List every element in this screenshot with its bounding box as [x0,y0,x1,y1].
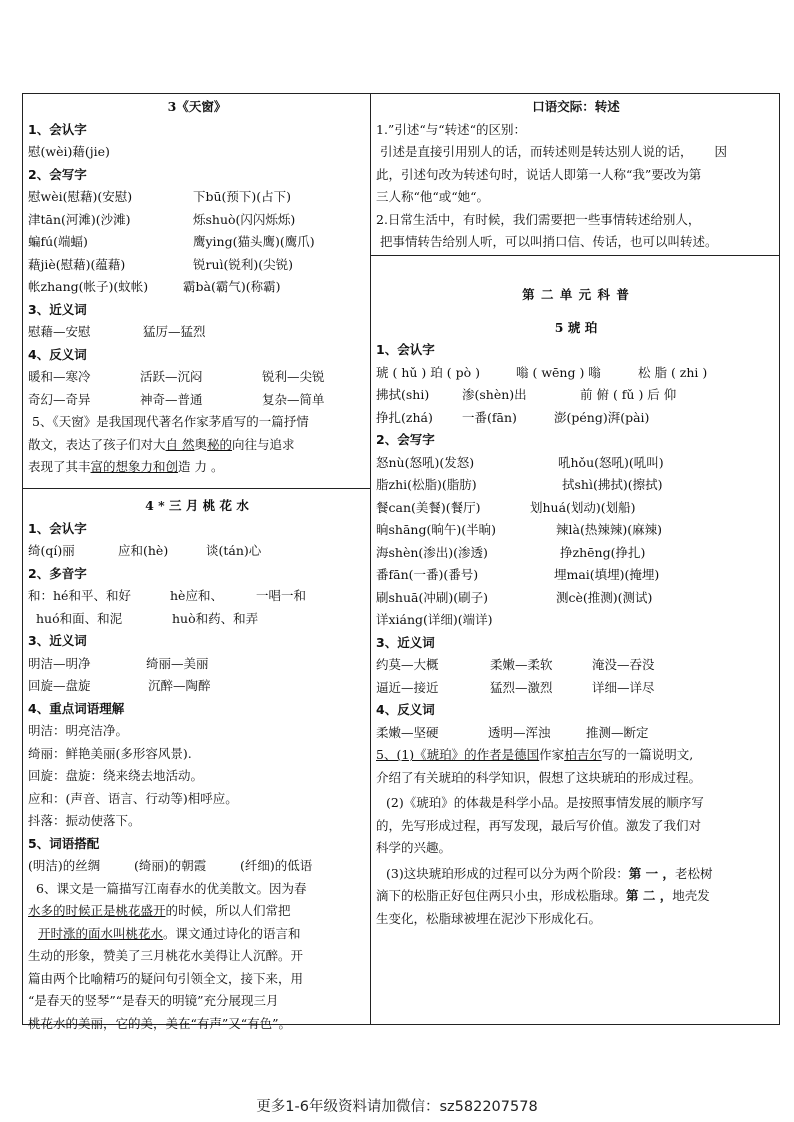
lesson4-paragraph-line: 6、课文是一篇描写江南春水的优美散文。因为春 [36,880,307,896]
lesson3-h2: 2、会写字 [28,166,87,182]
lesson4-h1: 1、会认字 [28,520,87,536]
unit-title: 第 二 单 元 科 普 [522,287,630,302]
footer-contact: 更多1-6年级资料请加微信：sz582207578 [256,1099,538,1115]
list-item: 慰wèi(慰藉)(安慰) 下bū(预下)(占下) [28,189,292,204]
lesson3-section [28,96,366,479]
lesson3-h1: 1、会认字 [28,121,87,137]
oral-line: 引述是直接引用别人的话，而转述则是转达别人说的话， 因 [380,144,728,159]
lesson4-paragraph-line: 生动的形象，赞美了三月桃花水美得让人沉醉。开 [28,948,304,963]
list-item: 回旋：盘旋：绕来绕去地活动。 [28,768,204,783]
oral-line: 1.”引述“与“转述“的区别： [376,121,526,137]
lesson4-synonyms-row: 回旋—盘旋 沉醉—陶醉 [28,678,211,693]
lesson5-h2: 2、会写字 [376,432,435,447]
lesson4-paragraph-line: 开时涨的面水叫桃花水。课文通过诗化的语言和 [38,925,301,941]
lesson5-section [376,284,776,930]
lesson5-paragraph-line: (3)这块琥珀形成的过程可以分为两个阶段：第 一 ，老松树 [386,865,713,881]
lesson5-paragraph-line: (2)《琥珀》的体裁是科学小品。是按照事情发展的顺序写 [386,795,704,810]
lesson3-h3: 3、近义词 [28,301,87,317]
lesson4-recognize: 绮(qí)丽 应和(hè) 谈(tán)心 [28,543,262,558]
lesson3-paragraph-line: 表现了其丰富的想象力和创造 力 。 [28,459,224,474]
left-row-divider [23,488,370,489]
lesson5-paragraph-line: 科学的兴趣。 [376,840,452,855]
list-item: 怒nù(怒吼)(发怒) 吼hǒu(怒吼)(吼叫) [376,454,664,470]
lesson5-paragraph-line: 滴下的松脂正好包住两只小虫，形成松脂球。第 二 ，地壳发 [376,888,710,903]
lesson4-collocation: (明洁)的丝绸 (绮丽)的朝霞 (纤细)的低语 [28,858,313,873]
lesson5-title: 5 琥 珀 [554,319,598,335]
lesson4-h2: 2、多音字 [28,565,87,581]
list-item: 应和：(声音、语言、行动等)相呼应。 [28,790,238,806]
lesson3-paragraph-line: 5、《天窗》是我国现代著名作家茅盾写的一篇抒情 [32,414,309,429]
oral-line: 把事情转告给别人听，可以叫捎口信、传话，也可以叫转述。 [380,234,718,249]
list-item: 津tān(河滩)(沙滩) 烁shuò(闪闪烁烁) [28,211,296,227]
worksheet-table [22,93,780,1031]
lesson5-paragraph-line: 生变化，松脂球被埋在泥沙下形成化石。 [376,910,602,926]
oral-line: 三人称“他“或“她“。 [376,189,490,204]
oral-section [376,96,776,254]
lesson4-h5: 5、词语搭配 [28,835,100,851]
list-item: 抖落：振动使落下。 [28,813,141,828]
column-divider [370,94,371,1024]
list-item: 蝙fú(端蝠) 鹰ying(猫头鹰)(鹰爪) [28,234,315,249]
lesson4-h3: 3、近义词 [28,633,87,648]
list-item: 明洁：明亮洁净。 [28,723,129,738]
lesson3-paragraph-line: 散文，表达了孩子们对大自 然奥秘的向往与追求 [28,436,295,452]
lesson5-synonyms-row: 逼近—接近 猛烈—激烈 详细—详尽 [376,679,655,695]
lesson4-poly-row: huó和面、和泥 huò和药、和弄 [36,610,259,626]
oral-line: 2.日常生活中，有时候，我们需要把一些事情转述给别人， [376,211,701,227]
list-item: 脂zhi(松脂)(脂肪) 拭shì(拂拭)(擦拭) [376,477,663,492]
lesson4-synonyms-row: 明洁—明净 绮丽—美丽 [28,655,209,671]
lesson3-title: 3《天窗》 [167,99,227,114]
lesson4-paragraph-line: 桃花水的美丽，它的美，美在“有声”又“有色”。 [28,1015,292,1031]
lesson4-paragraph-line: “是春天的竖琴”“是春天的明镜”充分展现三月 [28,993,279,1008]
lesson5-recognize-row: 挣扎(zhá) 一番(fān) 澎(péng)湃(pài) [376,409,650,425]
lesson3-h4: 4、反义词 [28,346,87,362]
list-item: 详xiáng(详细)(端详) [376,612,493,627]
lesson4-title: 4 * 三 月 桃 花 水 [145,498,249,513]
lesson4-poly-row: 和：hé和平、和好 hè应和、 一唱一和 [28,588,307,603]
list-item: 藉jiè(慰藉)(蕴藉) 锐ruì(锐利)(尖锐) [28,256,294,272]
lesson3-write-list [28,186,366,299]
list-item: 海shèn(渗出)(渗透) 挣zhēng(挣扎) [376,544,646,560]
lesson3-synonyms: 慰藉—安慰 猛厉—猛烈 [28,324,206,339]
list-item: 餐can(美餐)(餐厅) 划huá(划动)(划船) [376,499,636,515]
lesson5-recognize-row: 琥 ( hǔ ) 珀 ( pò ) 嗡 ( wēng ) 嗡 松 脂 ( zhi ) [376,364,708,380]
right-row-divider [371,255,779,256]
lesson5-paragraph-line: 的，先写形成过程，再写发现，最后写价值。激发了我们对 [376,817,702,833]
lesson4-section [28,495,366,1035]
lesson3-antonyms-row: 奇幻—奇异 神奇—普通 复杂—简单 [28,391,325,407]
list-item: 晌shāng(晌午)(半晌) 辣là(热辣辣)(麻辣) [376,522,662,537]
oral-line: 此，引述句改为转述句时，说话人即第一人称“我”要改为第 [376,166,702,182]
lesson5-recognize-row: 拂拭(shi) 渗(shèn)出 前 俯 ( fǔ ) 后 仰 [376,387,677,402]
lesson3-antonyms-row: 暖和—寒冷 活跃—沉闷 锐利—尖锐 [28,369,325,384]
list-item: 绮丽：鲜艳美丽(多形容风景). [28,745,192,761]
list-item: 刷shuā(冲刷)(刷子) 测cè(推测)(测试) [376,589,653,605]
lesson5-paragraph-line: 介绍了有关琥珀的科学知识，假想了这块琥珀的形成过程。 [376,769,702,785]
lesson5-h3: 3、近义词 [376,634,435,650]
lesson4-paragraph-line: 水多的时候正是桃花盛开的时候，所以人们常把 [28,903,291,918]
lesson4-paragraph-line: 篇由两个比喻精巧的疑问句引领全文，接下来，用 [28,970,304,986]
lesson5-h1: 1、会认字 [376,342,435,357]
lesson3-recognize: 慰(wèi)藉(jie) [28,144,110,159]
lesson4-h4: 4、重点词语理解 [28,700,125,716]
list-item: 番fān(一番)(番号) 埋mai(填埋)(掩埋) [376,567,660,582]
oral-title: 口语交际：转述 [532,99,620,114]
list-item: 帐zhang(帐子)(蚊帐) 霸bà(霸气)(称霸) [28,279,281,294]
lesson5-paragraph-line: 5、(1)《琥珀》的作者是德国作家柏吉尔写的一篇说明文, [376,747,694,762]
lesson5-antonyms-row: 柔嫩—坚硬 透明—浑浊 推测—断定 [376,724,649,740]
lesson5-h4: 4、反义词 [376,702,435,717]
lesson5-synonyms-row: 约莫—大概 柔嫩—柔软 淹没—吞没 [376,657,655,672]
